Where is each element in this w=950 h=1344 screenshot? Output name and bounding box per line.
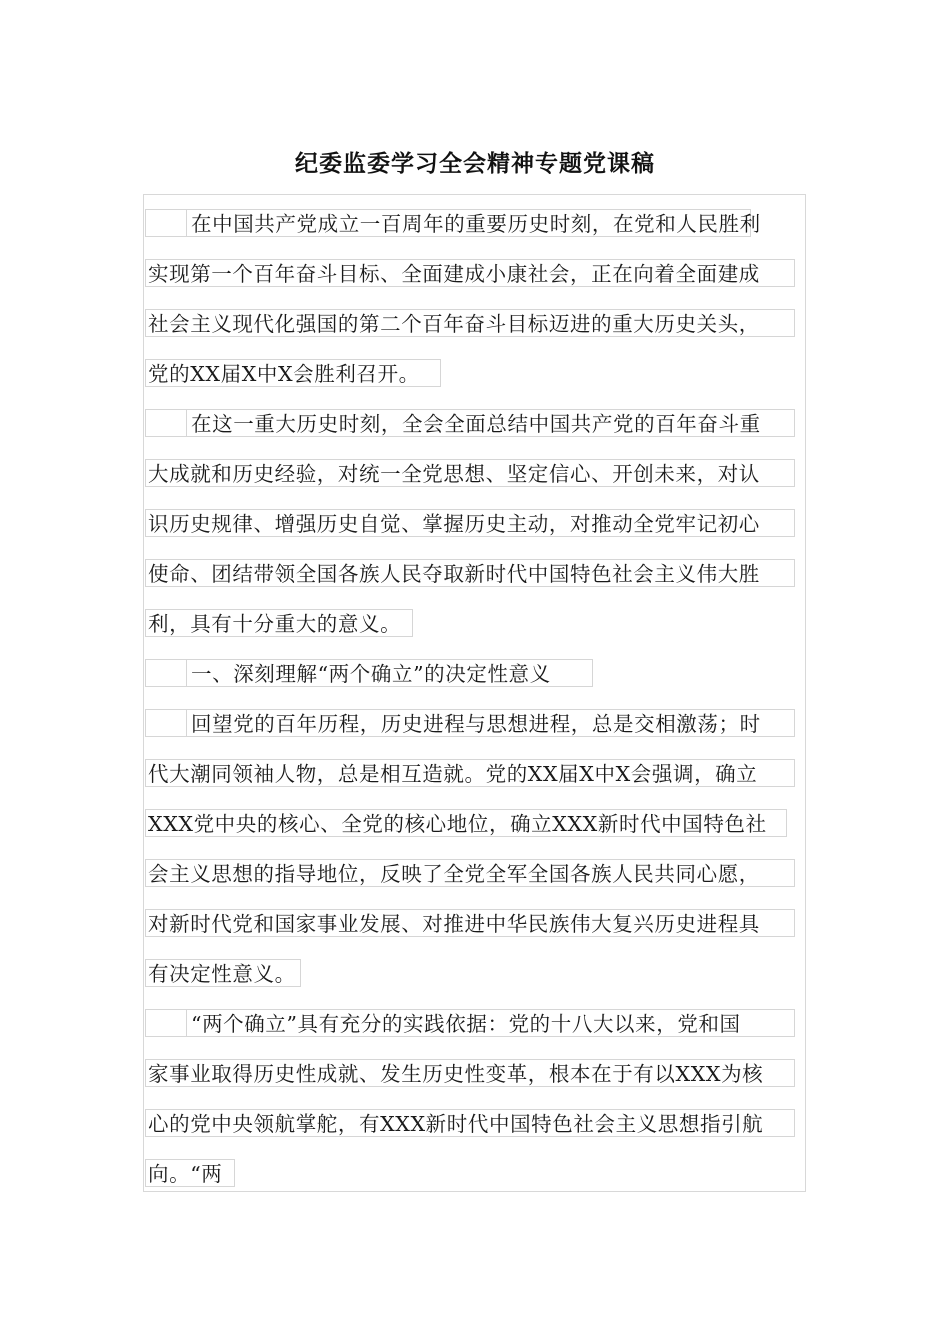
text-line-content: “两个确立”具有充分的实践依据：党的十八大以来，党和国 [191, 1012, 741, 1036]
text-line-content: 社会主义现代化强国的第二个百年奋斗目标迈进的重大历史关头， [148, 312, 760, 336]
indent-spacer [146, 660, 187, 686]
indent-spacer [146, 210, 187, 236]
text-line [145, 359, 441, 387]
text-line [145, 459, 795, 487]
text-line-content: 一、深刻理解“两个确立”的决定性意义 [191, 662, 551, 686]
text-line [145, 509, 795, 537]
text-line [145, 609, 413, 637]
text-line-content: XXX党中央的核心、全党的核心地位，确立XXX新时代中国特色社 [148, 812, 767, 836]
text-line-content: 心的党中央领航掌舵，有XXX新时代中国特色社会主义思想指引航 [148, 1112, 764, 1136]
text-line [145, 859, 795, 887]
indent-spacer [146, 410, 187, 436]
text-line [145, 909, 795, 937]
text-line-content: 代大潮同领袖人物，总是相互造就。党的XX届X中X会强调，确立 [148, 762, 758, 786]
text-line [145, 959, 301, 987]
text-line-content: 家事业取得历史性成就、发生历史性变革，根本在于有以XXX为核 [148, 1062, 764, 1086]
text-line-content: 利，具有十分重大的意义。 [148, 612, 402, 636]
indent-spacer [146, 710, 187, 736]
text-frame [143, 194, 806, 1192]
text-line-content: 向。“两 [148, 1162, 223, 1186]
text-line-content: 在这一重大历史时刻，全会全面总结中国共产党的百年奋斗重 [191, 412, 761, 436]
text-line [145, 309, 795, 337]
text-line [145, 1059, 795, 1087]
text-line [145, 759, 795, 787]
text-line-content: 实现第一个百年奋斗目标、全面建成小康社会，正在向着全面建成 [148, 262, 760, 286]
text-line-content: 有决定性意义。 [148, 962, 296, 986]
text-line-content: 使命、团结带领全国各族人民夺取新时代中国特色社会主义伟大胜 [148, 562, 760, 586]
text-line [145, 1159, 235, 1187]
text-line-content: 回望党的百年历程，历史进程与思想进程，总是交相激荡；时 [191, 712, 761, 736]
text-line-content: 党的XX届X中X会胜利召开。 [148, 362, 420, 386]
text-line [145, 259, 795, 287]
text-line [145, 809, 787, 837]
indent-spacer [146, 1010, 187, 1036]
text-line-content: 在中国共产党成立一百周年的重要历史时刻，在党和人民胜利 [191, 212, 761, 236]
text-line-content: 大成就和历史经验，对统一全党思想、坚定信心、开创未来，对认 [148, 462, 760, 486]
text-line [145, 409, 795, 437]
text-line [145, 659, 593, 687]
text-line [145, 559, 795, 587]
text-line [145, 709, 795, 737]
document-title: 纪委监委学习全会精神专题党课稿 [295, 151, 655, 177]
text-line-content: 对新时代党和国家事业发展、对推进中华民族伟大复兴历史进程具 [148, 912, 760, 936]
text-line-content: 识历史规律、增强历史自觉、掌握历史主动，对推动全党牢记初心 [148, 512, 760, 536]
text-line-content: 会主义思想的指导地位，反映了全党全军全国各族人民共同心愿， [148, 862, 760, 886]
text-line [145, 1009, 795, 1037]
text-line [145, 1109, 795, 1137]
text-line [145, 209, 761, 237]
